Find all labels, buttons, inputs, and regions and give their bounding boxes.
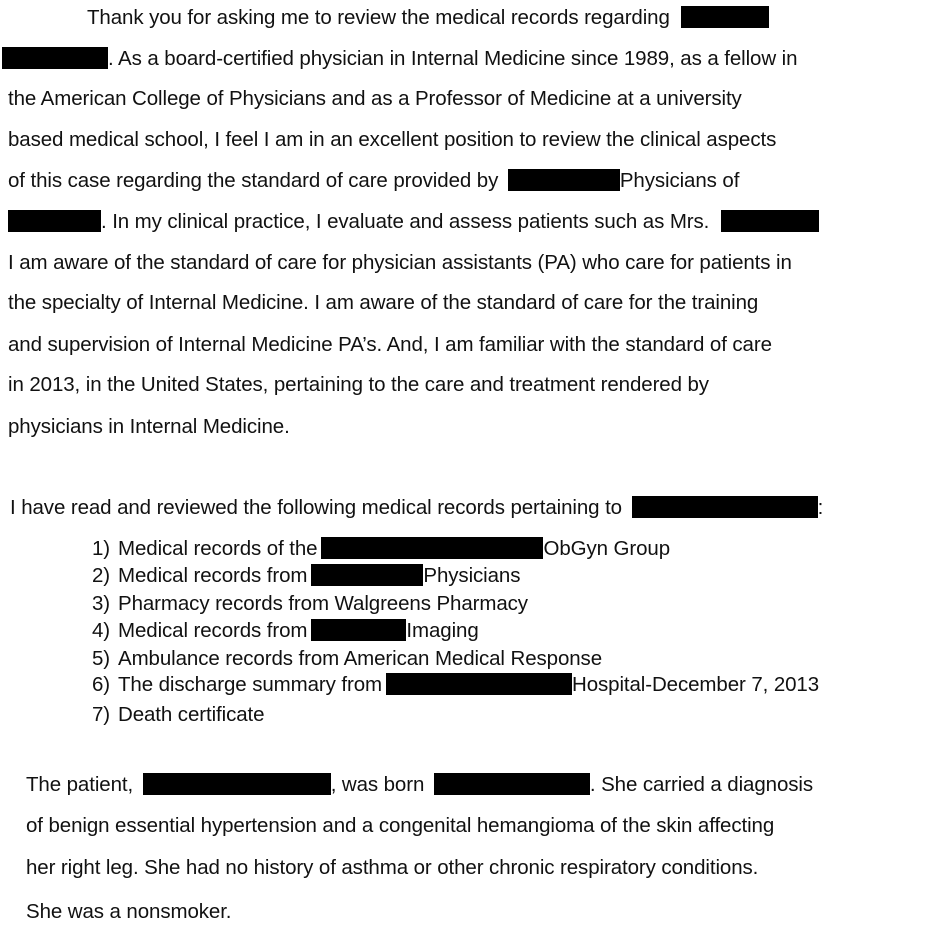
list-item: [72, 564, 520, 588]
list-item-text: Medical records from: [118, 619, 308, 642]
list-item: [72, 673, 819, 697]
list-item-text: Death certificate: [118, 703, 265, 726]
list-item-number: 7): [91, 703, 110, 726]
list-item: [72, 537, 670, 561]
list-item: [72, 619, 479, 643]
list-item-text-post: Imaging: [406, 619, 479, 642]
para1-line1-text: Thank you for asking me to review the medical records regarding: [87, 6, 670, 29]
redaction-box: [632, 496, 818, 518]
para3-line1-text-a: The patient,: [26, 773, 134, 796]
para1-line6-text: . In my clinical practice, I evaluate and assess patients such as Mrs.: [101, 210, 710, 233]
para1-line6: [8, 210, 819, 234]
list-item-text-post: Physicians: [423, 564, 521, 587]
list-item-text: Medical records of the: [118, 537, 318, 560]
para1-line10: in 2013, in the United States, pertaining to the care and treatment rendered by: [8, 373, 709, 396]
para3-line1: [26, 773, 813, 797]
para3-line3: her right leg. She had no history of asthma or other chronic respiratory conditions.: [26, 856, 759, 879]
para3-line4: She was a nonsmoker.: [26, 900, 232, 923]
list-item-text: Medical records from: [118, 564, 308, 587]
redaction-box: [321, 537, 543, 559]
records-intro: [10, 496, 823, 520]
para1-line8: the specialty of Internal Medicine. I am aware of the standard of care for the training: [8, 291, 759, 314]
list-item-number: 3): [91, 592, 110, 615]
redaction-box: [311, 564, 423, 586]
records-intro-end: :: [817, 496, 824, 519]
redaction-box: [8, 210, 101, 232]
para1-line2-text: . As a board-certified physician in Internal Medicine since 1989, as a fellow in: [108, 47, 798, 70]
para1-line1: [87, 6, 769, 30]
list-item: [72, 592, 528, 616]
redaction-box: [434, 773, 590, 795]
redaction-box: [311, 619, 406, 641]
list-item: [72, 703, 264, 727]
redaction-box: [681, 6, 769, 28]
list-item-number: 2): [91, 564, 110, 587]
redaction-box: [2, 47, 108, 69]
list-item-number: 6): [91, 673, 110, 696]
redaction-box: [386, 673, 572, 695]
para1-line5-text-a: of this case regarding the standard of care provided by: [8, 169, 499, 192]
list-item-number: 5): [91, 647, 110, 670]
list-item: [72, 647, 602, 671]
para1-line3: the American College of Physicians and as a Professor of Medicine at a university: [8, 87, 742, 110]
list-item-number: 1): [91, 537, 110, 560]
para1-line7: I am aware of the standard of care for physician assistants (PA) who care for patients in: [8, 251, 792, 274]
para3-line1-text-b: , was born: [330, 773, 425, 796]
para1-line5-text-b: Physicians of: [619, 169, 740, 192]
redaction-box: [143, 773, 331, 795]
list-item-text-post: ObGyn Group: [543, 537, 670, 560]
para1-line4: based medical school, I feel I am in an excellent position to review the clinical aspects: [8, 128, 777, 151]
redaction-box: [508, 169, 620, 191]
list-item-text-post: Hospital-December 7, 2013: [571, 673, 820, 696]
list-item-text: Ambulance records from American Medical Response: [118, 647, 602, 670]
records-intro-text: I have read and reviewed the following medical records pertaining to: [10, 496, 622, 519]
para1-line9: and supervision of Internal Medicine PA’s. And, I am familiar with the standard of care: [8, 333, 772, 356]
para1-line5: [8, 169, 739, 193]
list-item-number: 4): [91, 619, 110, 642]
para1-line11: physicians in Internal Medicine.: [8, 415, 290, 438]
para1-line2: [2, 47, 797, 71]
redaction-box: [721, 210, 819, 232]
list-item-text: Pharmacy records from Walgreens Pharmacy: [118, 592, 528, 615]
para3-line2: of benign essential hypertension and a congenital hemangioma of the skin affecting: [26, 814, 775, 837]
para3-line1-text-c: . She carried a diagnosis: [589, 773, 814, 796]
list-item-text: The discharge summary from: [118, 673, 382, 696]
